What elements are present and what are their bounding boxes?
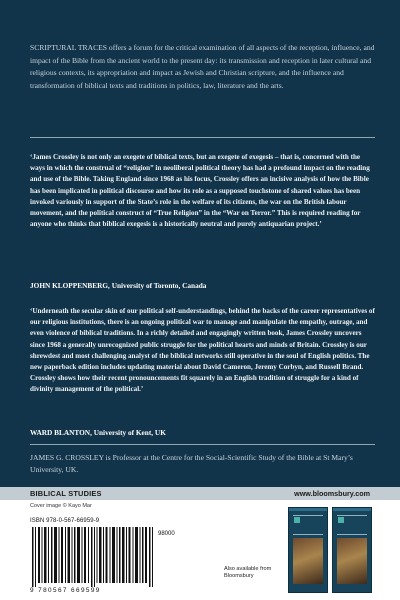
divider-bottom (30, 444, 375, 445)
barcode-digits: 9 780567 669599 (30, 587, 101, 594)
also-available-label: Also available from Bloomsbury (224, 566, 272, 579)
endorsement-attribution-1: JOHN KLOPPENBERG, University of Toronto, Canada (30, 281, 207, 290)
endorsement-quote-2: ‘Underneath the secular skin of our political self-understandings, behind the backs of the career representatives of our religious institutions, there is an ongoing political war to manage and manipulate the empathy, outrage, and even violence of biblical traditions. In a richly detailed and engagingly written book, James Crossley uncovers since 1968 a generally unrecognized public struggle for the political hearts and minds of Britain. Crossley is our shrewdest and most challenging analyst of the biblical networks still operative in the soul of English politics. The new paperback edition includes updating material about David Cameron, Jeremy Corbyn, and Russell Brand. Crossley shows how their recent pronouncements fit squarely in an English tradition of struggle for a kind of divinity management of the political.’ (30, 307, 375, 394)
series-logo-icon (338, 517, 344, 523)
publisher-url[interactable]: www.bloomsbury.com (294, 489, 370, 498)
barcode-icon (32, 527, 154, 587)
cover-painting (337, 538, 367, 584)
endorsement-quote-1: ‘James Crossley is not only an exegete of biblical texts, but an exegete of exegesis – that is, concerned with the ways in which the construal of “religion” in neoliberal political theory has had a profound impact on the reading and use of the Bible. Taking England since 1968 as his focus, Crossley offers an incisive analysis of how the Bible has been implicated in political discourse and how its role as a supposed touchstone of shared values has been invoked variously in support of the State’s role in the welfare of its citizens, the war on the British labour movement, and the political construct of “True Religion” in the “War on Terror.” This is required reading for anyone who thinks that biblical exegesis is a historically neutral and purely antiquarian project.’ (30, 153, 370, 229)
author-bio: JAMES G. CROSSLEY is Professor at the Centre for the Social-Scientific Study of the Bible at St Mary’s University, UK. (30, 453, 353, 475)
barcode-block (30, 518, 180, 596)
category-band (0, 487, 400, 500)
cover-credit: Cover image © Kayo Mar (30, 503, 92, 509)
category-label: BIBLICAL STUDIES (30, 489, 102, 498)
series-description: SCRIPTURAL TRACES offers a forum for the critical examination of all aspects of the reception, influence, and impact of the Bible from the ancient world to the present day: its transmission and reception in later cultural and religious contexts, its appropriation and impact as Jewish and Christian scripture, and the influence and transformation of biblical texts and traditions in politics, law, literature and the arts. (30, 43, 375, 90)
divider-top (30, 137, 375, 138)
endorsement-attribution-2: WARD BLANTON, University of Kent, UK (30, 428, 166, 437)
cover-stripe (333, 508, 371, 511)
related-book-cover-1[interactable] (288, 507, 328, 593)
footer-panel (0, 487, 400, 600)
related-book-cover-2[interactable] (332, 507, 372, 593)
price-code: 98000 (158, 531, 175, 537)
cover-painting (293, 538, 323, 584)
isbn-text: ISBN 978-0-567-66959-9 (30, 518, 100, 524)
series-logo-icon (294, 517, 300, 523)
cover-stripe (289, 508, 327, 511)
